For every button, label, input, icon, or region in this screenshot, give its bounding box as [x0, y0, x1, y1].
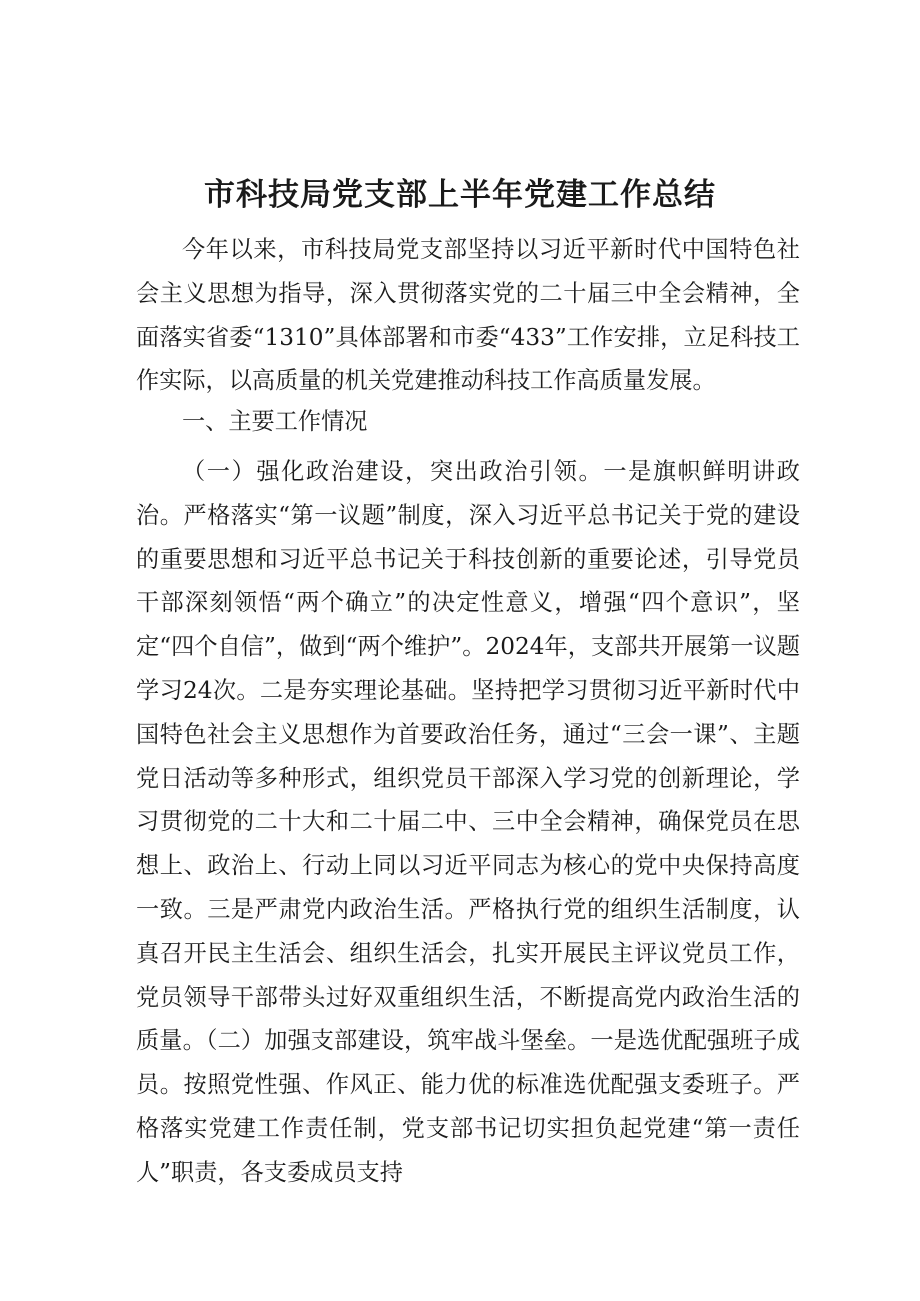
intro-paragraph: 今年以来，市科技局党支部坚持以习近平新时代中国特色社会主义思想为指导，深入贯彻落实党的二十届三中全会精神，全面落实省委“1310”具体部署和市委“433”工作安排，立足科技工作实际，以高质量的机关党建推动科技工作高质量发展。 [136, 236, 800, 395]
document-title: 市科技局党支部上半年党建工作总结 [204, 177, 716, 213]
section-heading: 一、主要工作情况 [182, 408, 368, 435]
section-paragraph: （一）强化政治建设，突出政治引领。一是旗帜鲜明讲政治。严格落实“第一议题”制度，深入习近平总书记关于党的建设的重要思想和习近平总书记关于科技创新的重要论述，引导党员干部深刻领悟“两个确立”的决定性意义，增强“四个意识”，坚定“四个自信”，做到“两个维护”。2024年，支部共开展第一议题学习24次。二是夯实理论基础。坚持把学习贯彻习近平新时代中国特色社会主义思想作为首要政治任务，通过“三会一课”、主题党日活动等多种形式，组织党员干部深入学习党的创新理论，学习贯彻党的二十大和二十届二中、三中全会精神，确保党员在思想上、政治上、行动上同以习近平同志为核心的党中央保持高度一致。三是严肃党内政治生活。严格执行党的组织生活制度，认真召开民主生活会、组织生活会，扎实开展民主评议党员工作，党员领导干部带头过好双重组织生活，不断提高党内政治生活的质量。（二）加强支部建设，筑牢战斗堡垒。一是选优配强班子成员。按照党性强、作风正、能力优的标准选优配强支委班子。严格落实党建工作责任制，党支部书记切实担负起党建“第一责任人”职责，各支委成员支持 [136, 458, 800, 1186]
